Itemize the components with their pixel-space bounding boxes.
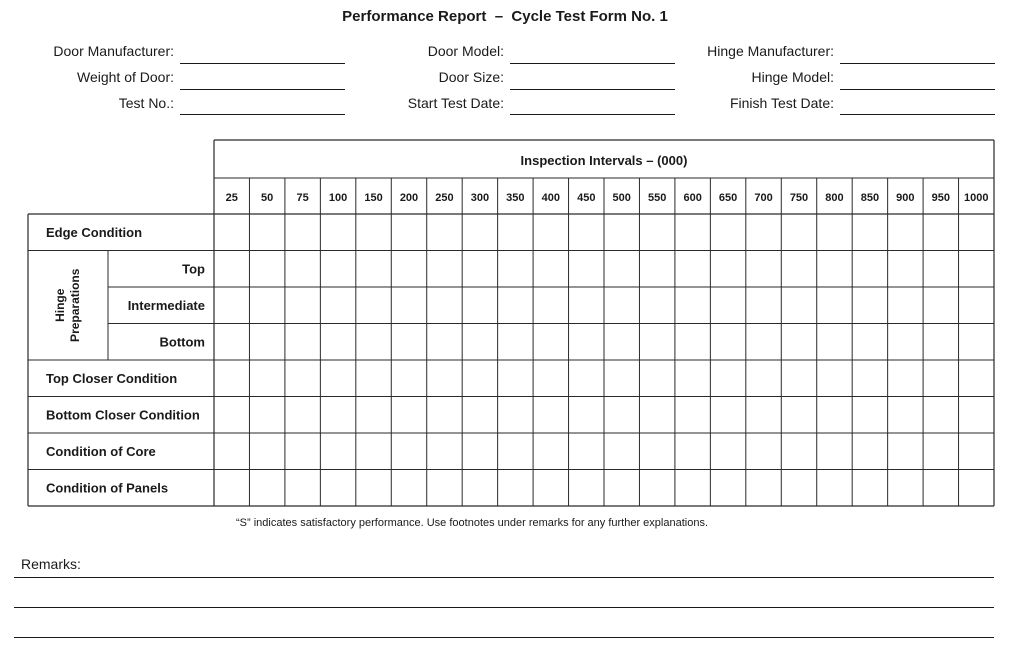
intervals-header: Inspection Intervals – (000)	[520, 153, 688, 168]
interval-750: 750	[789, 192, 809, 204]
interval-150: 150	[364, 192, 383, 204]
door-model-label: Door Model:	[427, 43, 504, 59]
interval-900: 900	[896, 192, 915, 204]
interval-550: 550	[648, 192, 667, 204]
start-test-date-label: Start Test Date:	[407, 95, 504, 111]
interval-800: 800	[825, 192, 844, 204]
interval-400: 400	[541, 192, 560, 204]
interval-350: 350	[506, 192, 525, 204]
interval-450: 450	[577, 192, 596, 204]
hinge-model-label: Hinge Model:	[751, 69, 834, 85]
interval-600: 600	[683, 192, 702, 204]
door-manufacturer-label: Door Manufacturer:	[53, 43, 174, 59]
hinge-group-label-2: Preparations	[68, 268, 82, 342]
row-label-hinge-bottom: Bottom	[159, 334, 205, 350]
interval-700: 700	[754, 192, 773, 204]
hinge-group-label-1: Hinge	[53, 288, 67, 322]
row-label-top-closer-condition: Top Closer Condition	[46, 370, 178, 386]
interval-200: 200	[399, 192, 419, 204]
row-label-edge-condition: Edge Condition	[46, 224, 143, 240]
row-label-bottom-closer-condition: Bottom Closer Condition	[46, 407, 200, 423]
remarks-label: Remarks:	[21, 556, 81, 572]
interval-850: 850	[860, 192, 880, 204]
weight-of-door-label: Weight of Door:	[76, 69, 174, 85]
interval-100: 100	[328, 192, 348, 204]
door-size-label: Door Size:	[438, 69, 504, 85]
interval-75: 75	[296, 192, 309, 204]
remarks-line-1[interactable]	[14, 577, 994, 578]
interval-950: 950	[931, 192, 950, 204]
remarks-line-2[interactable]	[14, 607, 994, 608]
finish-test-date-label: Finish Test Date:	[729, 95, 834, 111]
row-label-hinge-top: Top	[182, 261, 205, 277]
interval-300: 300	[470, 192, 490, 204]
row-label-condition-of-core: Condition of Core	[46, 443, 156, 459]
row-label-condition-of-panels: Condition of Panels	[46, 480, 169, 496]
interval-250: 250	[435, 192, 454, 204]
remarks-line-3[interactable]	[14, 637, 994, 638]
interval-25: 25	[225, 192, 238, 204]
form-title: Performance Report – Cycle Test Form No. 1	[342, 8, 668, 25]
hinge-manufacturer-label: Hinge Manufacturer:	[707, 43, 834, 59]
interval-650: 650	[718, 192, 738, 204]
test-no-label: Test No.:	[118, 95, 174, 111]
interval-50: 50	[261, 192, 274, 204]
interval-1000: 1000	[964, 192, 989, 204]
footnote-text: “S” indicates satisfactory performance. Use footnotes under remarks for any further explanations.	[236, 517, 708, 529]
row-label-hinge-intermediate: Intermediate	[127, 297, 205, 313]
interval-500: 500	[612, 192, 631, 204]
